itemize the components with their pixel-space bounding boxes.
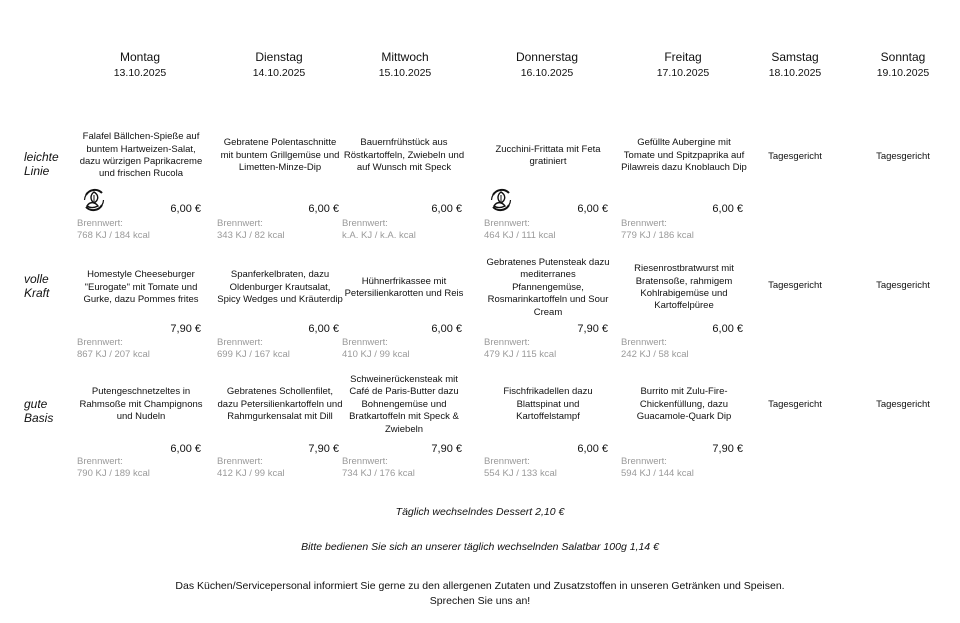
energy-label: Brennwert: (342, 456, 388, 467)
dish-price: 7,90 € (170, 323, 201, 335)
day-name: Donnerstag (515, 50, 579, 64)
day-header (623, 50, 743, 79)
dish-description: Falafel Bällchen-Spieße auf buntem Hartweizen-Salat, dazu würzigen Paprikacreme und frischen Rucola (79, 131, 203, 180)
weekend-dish: Tagesgericht (768, 151, 822, 162)
energy-value: 768 KJ / 184 kcal (77, 230, 150, 241)
category-label-line: Linie (24, 164, 50, 178)
dish-price: 6,00 € (712, 323, 743, 335)
energy-value: 479 KJ / 115 kcal (484, 349, 557, 360)
day-name: Sonntag (880, 50, 926, 64)
day-date: 16.10.2025 (520, 67, 574, 79)
energy-label: Brennwert: (484, 218, 530, 229)
dish-price: 6,00 € (308, 203, 339, 215)
energy-label: Brennwert: (217, 456, 263, 467)
dish-description: Schweinerückensteak mit Café de Paris-Butter dazu Bohnengemüse und Bratkartoffeln mit Speck & Zwiebeln (349, 373, 459, 435)
category-label-line: volle (24, 272, 49, 286)
dish-price: 7,90 € (712, 443, 743, 455)
weekend-dish: Tagesgericht (768, 399, 822, 410)
energy-label: Brennwert: (77, 456, 123, 467)
dish-description: Spanferkelbraten, dazu Oldenburger Krautsalat, Spicy Wedges und Kräuterdip (217, 269, 343, 306)
energy-label: Brennwert: (77, 337, 123, 348)
energy-value: 464 KJ / 111 kcal (484, 230, 556, 241)
dish-description: Burrito mit Zulu-Fire-Chickenfüllung, dazu Guacamole-Quark Dip (636, 386, 732, 423)
day-name: Dienstag (255, 50, 303, 64)
dish-description: Fischfrikadellen dazu Blattspinat und Kartoffelstampf (503, 386, 593, 423)
dish-price: 6,00 € (577, 443, 608, 455)
energy-value: 734 KJ / 176 kcal (342, 468, 415, 479)
energy-label: Brennwert: (217, 218, 263, 229)
weekend-dish: Tagesgericht (768, 280, 822, 291)
weekend-dish: Tagesgericht (876, 151, 930, 162)
category-label-line: leichte (24, 150, 59, 164)
dish-price: 6,00 € (431, 323, 462, 335)
dish-description: Gefüllte Aubergine mit Tomate und Spitzpaprika auf Pilawreis dazu Knoblauch Dip (621, 137, 747, 174)
energy-value: 790 KJ / 189 kcal (77, 468, 150, 479)
energy-label: Brennwert: (621, 456, 667, 467)
weekend-dish: Tagesgericht (876, 280, 930, 291)
dish-price: 6,00 € (712, 203, 743, 215)
day-header (843, 50, 960, 79)
dish-description: Putengeschnetzeltes in Rahmsoße mit Champignons und Nudeln (79, 386, 203, 423)
energy-value: 699 KJ / 167 kcal (217, 349, 290, 360)
dish-description: Hühnerfrikassee mit Petersilienkarotten und Reis (344, 275, 464, 299)
dish-price: 7,90 € (577, 323, 608, 335)
vegetarian-icon (488, 187, 514, 213)
energy-label: Brennwert: (621, 337, 667, 348)
energy-label: Brennwert: (342, 337, 388, 348)
energy-value: 343 KJ / 82 kcal (217, 230, 285, 241)
salad-bar-note: Bitte bedienen Sie sich an unserer täglich wechselnden Salatbar 100g 1,14 € (301, 541, 659, 553)
energy-value: 867 KJ / 207 kcal (77, 349, 150, 360)
dish-description: Gebratenes Schollenfilet, dazu Petersilienkartoffeln und Rahmgurkensalat mit Dill (217, 386, 343, 423)
day-date: 19.10.2025 (876, 67, 930, 79)
energy-value: k.A. KJ / k.A. kcal (342, 230, 416, 241)
day-header (219, 50, 339, 79)
weekend-dish: Tagesgericht (876, 399, 930, 410)
day-header (80, 50, 200, 79)
energy-value: 554 KJ / 133 kcal (484, 468, 557, 479)
category-label (24, 272, 49, 300)
day-date: 15.10.2025 (378, 67, 432, 79)
energy-label: Brennwert: (484, 337, 530, 348)
day-date: 14.10.2025 (252, 67, 306, 79)
dish-price: 6,00 € (577, 203, 608, 215)
dish-price: 6,00 € (308, 323, 339, 335)
dish-description: Gebratene Polentaschnitte mit buntem Grillgemüse und Limetten-Minze-Dip (220, 137, 340, 174)
day-date: 13.10.2025 (113, 67, 167, 79)
day-date: 18.10.2025 (768, 67, 822, 79)
energy-label: Brennwert: (621, 218, 667, 229)
category-label-line: Basis (24, 411, 54, 425)
dish-description: Zucchini-Frittata mit Feta gratiniert (495, 143, 601, 167)
energy-value: 779 KJ / 186 kcal (621, 230, 694, 241)
day-name: Mittwoch (381, 50, 429, 64)
allergen-note-2: Sprechen Sie uns an! (429, 595, 531, 607)
dish-price: 7,90 € (308, 443, 339, 455)
energy-value: 412 KJ / 99 kcal (217, 468, 285, 479)
energy-label: Brennwert: (484, 456, 530, 467)
allergen-note: Das Küchen/Servicepersonal informiert Sie gerne zu den allergenen Zutaten und Zusatzstoffen in unseren Getränken und Speisen. (175, 580, 785, 592)
category-label-line: gute (24, 397, 48, 411)
dish-price: 7,90 € (431, 443, 462, 455)
dish-price: 6,00 € (170, 203, 201, 215)
day-name: Samstag (771, 50, 819, 64)
energy-value: 594 KJ / 144 kcal (621, 468, 694, 479)
category-label (24, 397, 53, 425)
energy-label: Brennwert: (217, 337, 263, 348)
day-name: Montag (119, 50, 161, 64)
energy-label: Brennwert: (342, 218, 388, 229)
day-header (345, 50, 465, 79)
category-label (24, 150, 59, 178)
dish-price: 6,00 € (431, 203, 462, 215)
day-header (735, 50, 855, 79)
energy-value: 410 KJ / 99 kcal (342, 349, 410, 360)
category-label-line: Kraft (24, 286, 50, 300)
dessert-note: Täglich wechselndes Dessert 2,10 € (395, 506, 565, 518)
dish-description: Homestyle Cheeseburger "Eurogate" mit Tomate und Gurke, dazu Pommes frites (83, 269, 199, 306)
energy-value: 242 KJ / 58 kcal (621, 349, 689, 360)
dish-description: Gebratenes Putensteak dazu mediterranes Pfannengemüse, Rosmarinkartoffeln und Sour Cream (486, 256, 610, 318)
vegetarian-icon (81, 187, 107, 213)
day-date: 17.10.2025 (656, 67, 710, 79)
dish-description: Bauernfrühstück aus Röstkartoffeln, Zwiebeln und auf Wunsch mit Speck (343, 137, 465, 174)
dish-price: 6,00 € (170, 443, 201, 455)
day-name: Freitag (664, 50, 702, 64)
dish-description: Riesenrostbratwurst mit Bratensoße, rahmigem Kohlrabigemüse und Kartoffelpüree (634, 263, 734, 312)
day-header (487, 50, 607, 79)
energy-label: Brennwert: (77, 218, 123, 229)
